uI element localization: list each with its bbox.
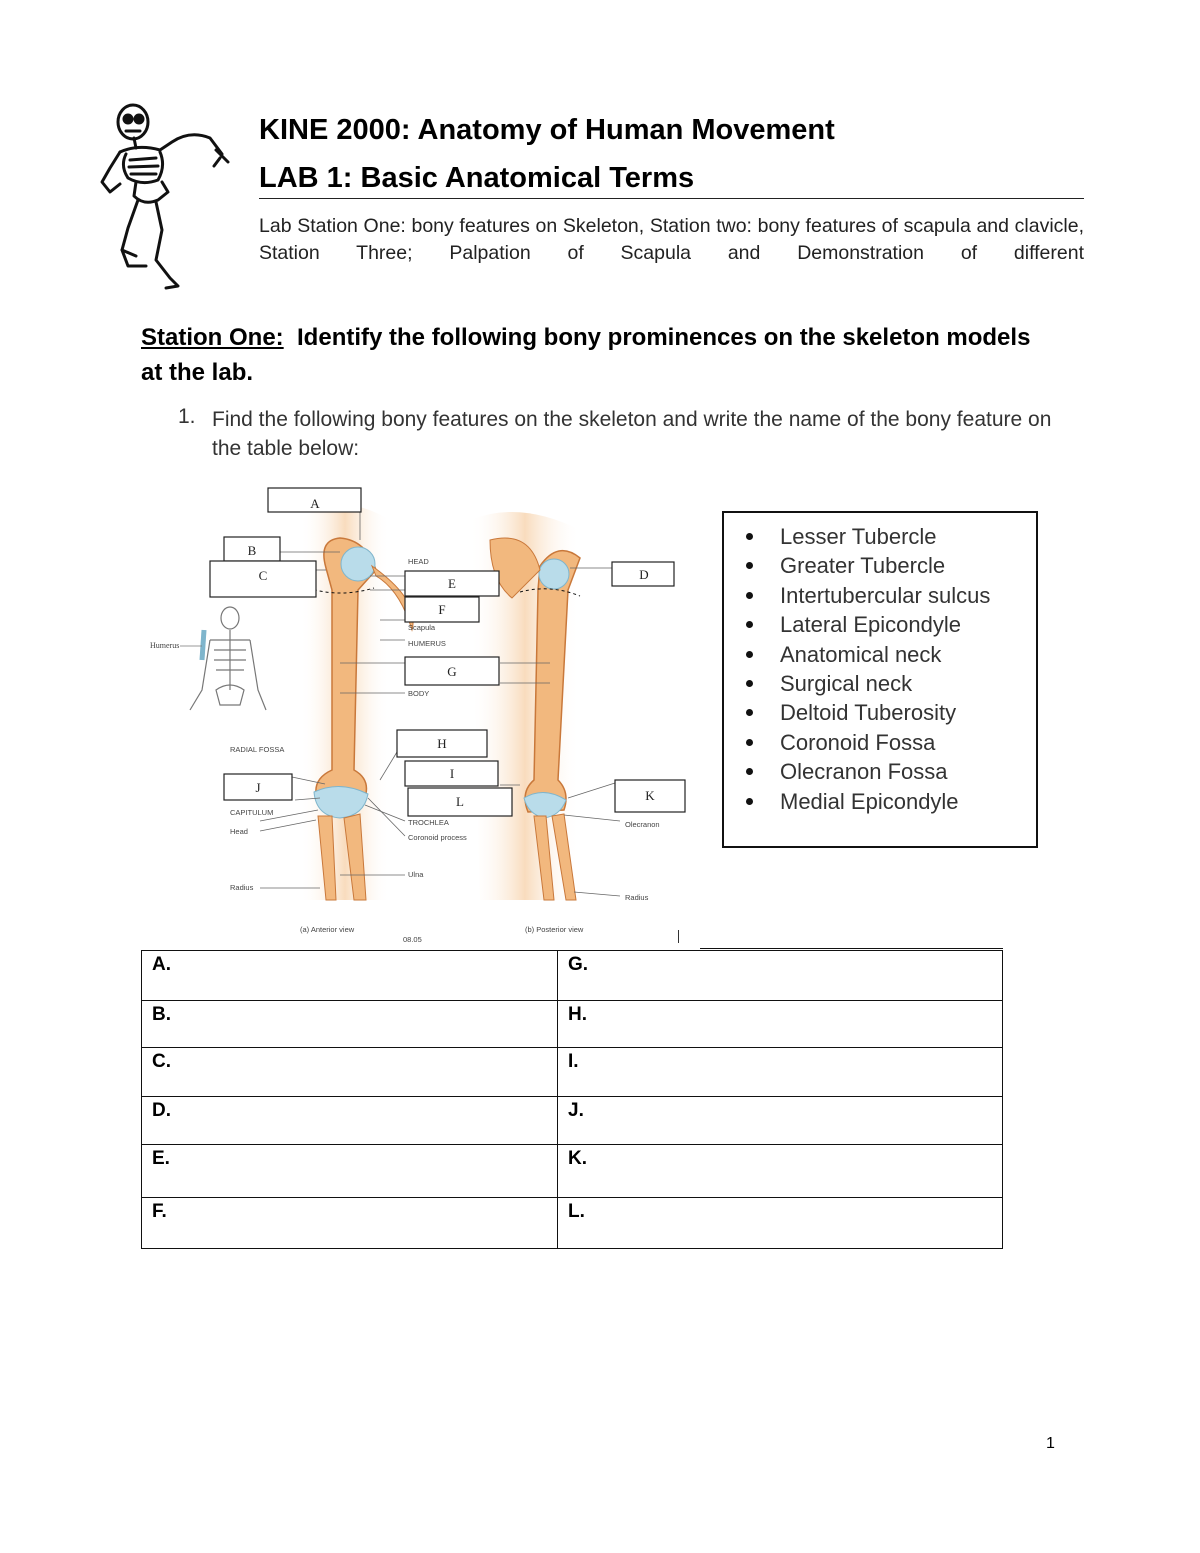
label-figure-code: 08.05 (403, 935, 422, 944)
label-h: H (437, 736, 447, 751)
term-item (724, 640, 1036, 669)
table-top-extension (700, 948, 1003, 949)
stray-mark (678, 930, 679, 943)
label-ulna: Ulna (408, 870, 424, 879)
label-body: BODY (408, 689, 430, 698)
label-radius-right: Radius (625, 893, 649, 902)
term-label: Lateral Epicondyle (780, 612, 962, 638)
bullet-icon (746, 709, 753, 716)
bullet-icon (746, 798, 753, 805)
label-coronoid-process: Coronoid process (408, 833, 467, 842)
bullet-icon (746, 680, 753, 687)
table-row (142, 1198, 1003, 1249)
answer-cell-c[interactable]: C. (142, 1048, 558, 1097)
terms-box (722, 511, 1038, 848)
skeleton-logo (98, 100, 233, 290)
answer-table (141, 950, 1003, 1249)
terms-list (724, 513, 1036, 816)
term-item (724, 581, 1036, 610)
answer-cell-b[interactable]: B. (142, 1001, 558, 1048)
title-divider (259, 198, 1084, 199)
label-head: HEAD (408, 557, 429, 566)
label-c: C (258, 568, 268, 583)
label-b: B (247, 543, 257, 558)
intro-paragraph: Lab Station One: bony features on Skeleton, Station two: bony features of scapula and clavicle, Station Three; Palpation of Scapula and Demonstration of different (259, 215, 1084, 264)
label-humerus-side: Humerus (150, 641, 180, 650)
question-number: 1. (178, 405, 196, 428)
label-radial-fossa: RADIAL FOSSA (230, 745, 285, 754)
term-item (724, 698, 1036, 727)
label-j: J (255, 780, 261, 795)
answer-cell-i[interactable]: I. (558, 1048, 1003, 1097)
answer-cell-g[interactable]: G. (558, 951, 1003, 1001)
term-item (724, 551, 1036, 580)
label-g: G (447, 664, 457, 679)
answer-cell-h[interactable]: H. (558, 1001, 1003, 1048)
label-d: D (639, 567, 649, 582)
term-label: Olecranon Fossa (780, 759, 948, 785)
term-label: Medial Epicondyle (780, 788, 959, 814)
term-item (724, 787, 1036, 816)
label-posterior-view: (b) Posterior view (525, 925, 584, 934)
label-i: I (449, 766, 455, 781)
lab-title: LAB 1: Basic Anatomical Terms (259, 162, 695, 194)
bullet-icon (746, 592, 753, 599)
table-row (142, 1145, 1003, 1198)
label-radius-left: Radius (230, 883, 254, 892)
label-k: K (645, 788, 655, 803)
term-item (724, 669, 1036, 698)
label-boxes (210, 488, 685, 816)
bullet-icon (746, 621, 753, 628)
answer-cell-j[interactable]: J. (558, 1097, 1003, 1145)
humerus-diagram (140, 480, 700, 950)
label-capitulum: CAPITULUM (230, 808, 274, 817)
term-label: Lesser Tubercle (780, 524, 937, 549)
label-scapula: Scapula (408, 623, 436, 632)
table-row (142, 951, 1003, 1001)
term-label: Surgical neck (780, 671, 913, 697)
answer-cell-f[interactable]: F. (142, 1198, 558, 1249)
term-item (724, 757, 1036, 786)
term-label: Greater Tubercle (780, 553, 946, 579)
question-text: Find the following bony features on the skeleton and write the name of the bony feature on the table below: (212, 408, 1052, 460)
term-label: Intertubercular sulcus (780, 582, 991, 608)
answer-cell-d[interactable]: D. (142, 1097, 558, 1145)
term-label: Deltoid Tuberosity (780, 700, 957, 726)
term-label: Coronoid Fossa (780, 729, 936, 755)
answer-cell-e[interactable]: E. (142, 1145, 558, 1198)
label-anterior-view: (a) Anterior view (300, 925, 355, 934)
bullet-icon (746, 739, 753, 746)
station-one-instruction: Identify the following bony prominences on the skeleton models at the lab. (141, 324, 1031, 386)
label-head-small: Head (230, 827, 248, 836)
station-one-heading (141, 320, 1041, 390)
page-number: 1 (1046, 1435, 1055, 1452)
bullet-icon (746, 533, 753, 540)
bullet-icon (746, 562, 753, 569)
term-label: Anatomical neck (780, 641, 942, 667)
table-row (142, 1097, 1003, 1145)
label-a: A (310, 496, 320, 511)
label-e: E (448, 576, 456, 591)
mini-skeleton (190, 607, 266, 710)
label-l: L (456, 794, 464, 809)
label-olecranon: Olecranon (625, 820, 660, 829)
bullet-icon (746, 768, 753, 775)
term-item (724, 522, 1036, 551)
term-item (724, 728, 1036, 757)
label-f: F (438, 602, 446, 617)
answer-cell-k[interactable]: K. (558, 1145, 1003, 1198)
label-trochlea: TROCHLEA (408, 818, 449, 827)
label-humerus: HUMERUS (408, 639, 446, 648)
table-row (142, 1001, 1003, 1048)
station-one-label: Station One: (141, 324, 284, 351)
bullet-icon (746, 651, 753, 658)
course-title: KINE 2000: Anatomy of Human Movement (259, 114, 835, 146)
table-row (142, 1048, 1003, 1097)
answer-cell-l[interactable]: L. (558, 1198, 1003, 1249)
answer-cell-a[interactable]: A. (142, 951, 558, 1001)
term-item (724, 610, 1036, 639)
